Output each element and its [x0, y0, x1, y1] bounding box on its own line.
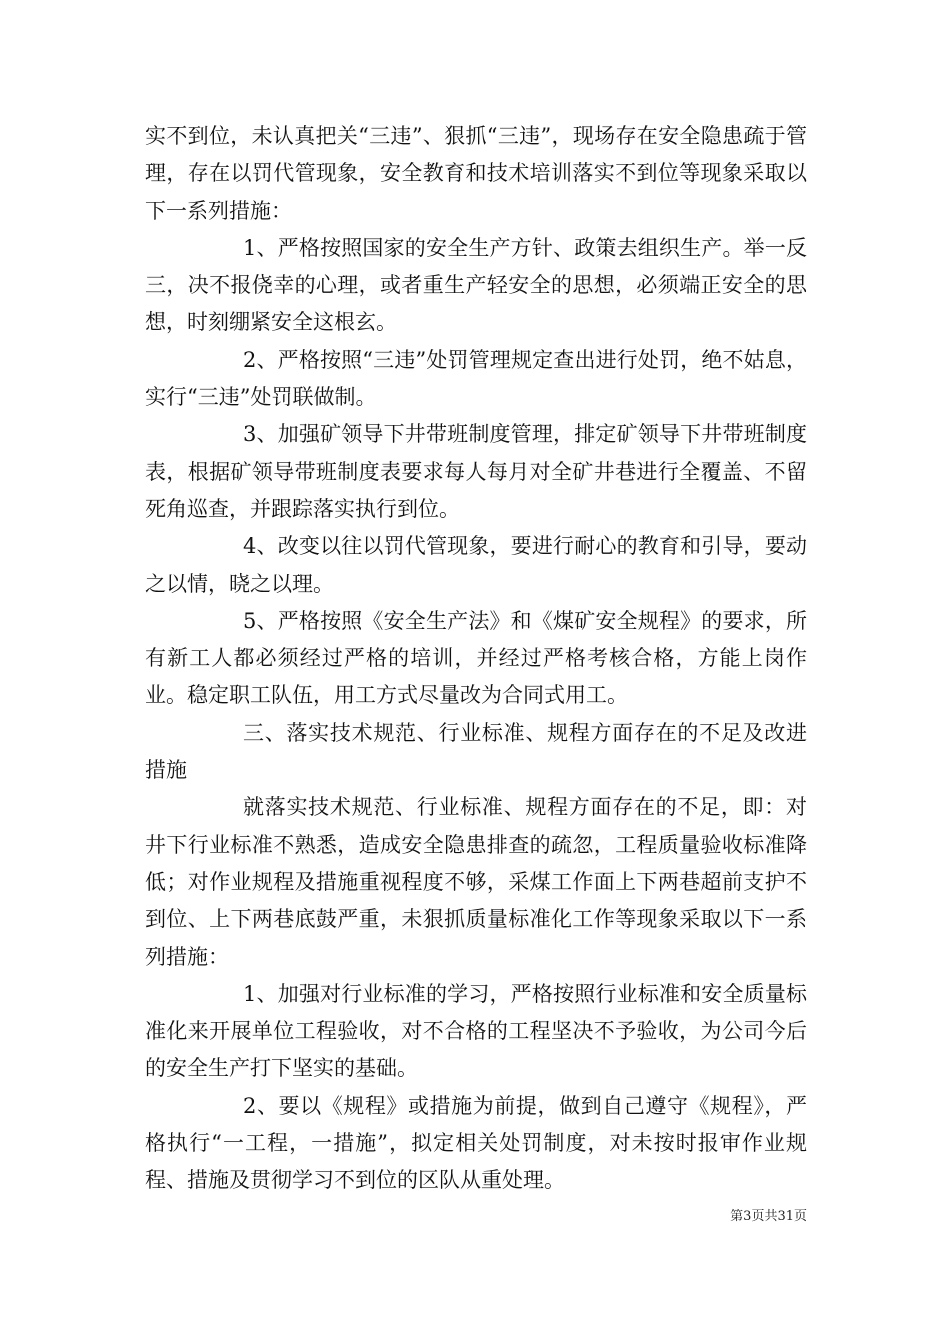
paragraph-10: 2、要以《规程》或措施为前提，做到自己遵守《规程》，严格执行“一工程，一措施”，拟定相关处罚制度，对未按时报审作业规程、措施及贯彻学习不到位的区队从重处理。	[145, 1093, 807, 1193]
paragraph-8: 就落实技术规范、行业标准、规程方面存在的不足，即：对井下行业标准不熟悉，造成安全隐患排查的疏忽，工程质量验收标准降低；对作业规程及措施重视程度不够，采煤工作面上下两巷超前支护不到位、上下两巷底鼓严重，未狠抓质量标准化工作等现象采取以下一系列措施：	[145, 795, 807, 969]
paragraph-3: 2、严格按照“三违”处罚管理规定查出进行处罚，绝不姑息，实行“三违”处罚联做制。	[145, 347, 807, 410]
paragraph-6: 5、严格按照《安全生产法》和《煤矿安全规程》的要求，所有新工人都必须经过严格的培训，并经过严格考核合格，方能上岗作业。稳定职工队伍，用工方式尽量改为合同式用工。	[145, 608, 807, 708]
paragraph-9: 1、加强对行业标准的学习，严格按照行业标准和安全质量标准化来开展单位工程验收，对不合格的工程坚决不予验收，为公司今后的安全生产打下坚实的基础。	[145, 981, 807, 1081]
paragraph-4: 3、加强矿领导下井带班制度管理，排定矿领导下井带班制度表，根据矿领导带班制度表要求每人每月对全矿井巷进行全覆盖、不留死角巡查，并跟踪落实执行到位。	[145, 422, 807, 521]
paragraph-1: 实不到位，未认真把关“三违”、狠抓“三违”，现场存在安全隐患疏于管理，存在以罚代管现象，安全教育和技术培训落实不到位等现象采取以下一系列措施：	[145, 124, 807, 223]
page-number-footer: 第3页共31页	[730, 1209, 807, 1224]
paragraph-5: 4、改变以往以罚代管现象，要进行耐心的教育和引导，要动之以情，晓之以理。	[145, 534, 807, 596]
document-body	[145, 118, 807, 1200]
section-heading: 三、落实技术规范、行业标准、规程方面存在的不足及改进措施	[145, 720, 807, 783]
paragraph-2: 1、严格按照国家的安全生产方针、政策去组织生产。举一反三，决不报侥幸的心理，或者重生产轻安全的思想，必须端正安全的思想，时刻绷紧安全这根玄。	[145, 235, 807, 335]
